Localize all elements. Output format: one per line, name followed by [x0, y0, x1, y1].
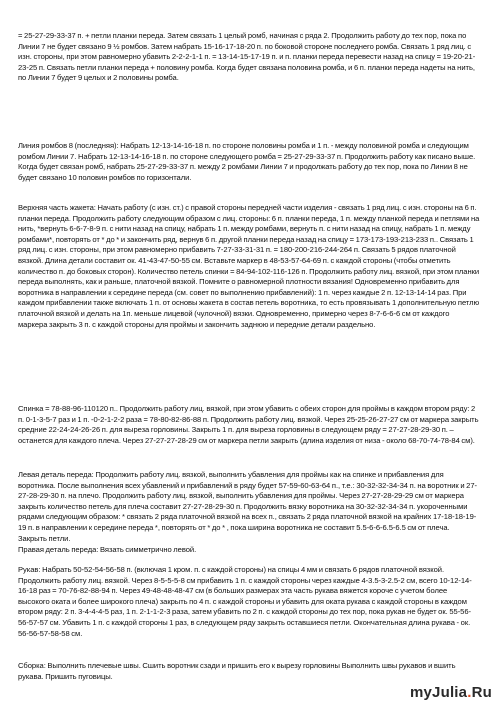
logo-text-2: Ru [471, 684, 492, 701]
paragraph-left-front: Левая деталь переда: Продолжить работу лиц. вязкой, выполнить убавления для проймы как на спинке и прибавления для воротника. После выполнения всех убавлений и прибавлений в ряду будет 57-59-60-63-64 п., т.е.: 30-32-32-34-34 п. на воротник и 27-27-28-29-30 п. на плечо. Продолжить работу лиц. вязкой, выполнить убавления для проймы. Через 27-27-28-29-29 см от маркера закрыть количество петель для плеча составит 27-27-28-29-30 п. Продолжить вязку воротника на 30-32-32-34-34 п. укороченными рядами следующим образом: * связать 2 ряда платочной вязкой на всех п., связать 2 ряда платочной вязкой на крайних 17-18-18-19-19 п. в направлении к середине переда *, повторять от * до * , пока ширина воротника не составит 5.5-6-6-6.5-6.5 см от плеча. Закрыть петли. [18, 470, 478, 543]
site-logo [410, 684, 492, 701]
paragraph-sleeve: Рукав: Набрать 50-52-54-56-58 п. (включая 1 кром. п. с каждой стороны) на спицы 4 мм и связать 6 рядов платочной вязкой. Продолжить работу лиц. вязкой. Через 8-5-5-5-8 см прибавить 1 п. с каждой стороны через каждые 4-3.5-3-2.5-2 см, всего 10-12-14-16-18 раз = 70-76-82-88-94 п. Через 49-48-48-48-47 см (в больших размерах эта часть рукава вяжется короче с учетом более высокого оката и более широкого плеча) закрыть по 4 п. с каждой стороны и убавить для оката рукава с каждой стороны в каждом втором ряду: 2 п. 3-4-4-4-5 раз, 1 п. 2-1-1-2-3 раза, затем убавить по 2 п. с каждой стороны до тех пор, пока рукав не будет ок. 55-56-56-57-57 см. Убавить 1 п. с каждой стороны 1 раз, в следующем ряду закрыть оставшиеся петли. Окончательная длина рукава - ок. 56-56-57-58-58 см. [18, 565, 472, 638]
logo-dot: . [467, 684, 472, 701]
paragraph-assembly: Сборка: Выполнить плечевые швы. Сшить воротник сзади и пришить его к вырезу горловины Выполнить швы рукавов и вшить рукава. Пришить пуговицы. [18, 661, 456, 681]
paragraph-rhombus-line-7: = 25-27-29-33-37 п. + петли планки переда. Затем связать 1 целый ромб, начиная с ряда 2. Продолжить работу до тех пор, пока по Линии 7 не будет связано 9 ½ ромбов. Затем набрать 15-16-17-18-20 п. по боковой стороне последнего ромба. Связать 1 ряд лиц. с изн. стороны, при этом равномерно убавить 2-2-2-1-1 п. = 13-14-15-17-19 п. и п. планки переда перевести назад на спицу = 19-20-21-23-25 п. Связать петли планки переда + половину ромба. Когда будет связана половина ромба, и 6 п. планки переда надеты на нить, по Линии 7 будет 9 целых и 2 половины ромба. [18, 31, 476, 83]
logo-text-1: myJulia [409, 684, 468, 701]
paragraph-back: Спинка = 78-88-96-110120 п.. Продолжить работу лиц. вязкой, при этом убавить с обеих сторон для проймы в каждом втором ряду: 2 п. 0-1-3-5-7 раз и 1 п. -0-2-1-2-2 раза = 78-80-82-86-88 п. Продолжить работу лиц. вязкой. Через 25-25-26-27-27 см от маркера закрыть средние 22-24-24-26-26 п. для выреза горловины. Закрыть 1 п. для выреза горловины в следующем ряду = 27-27-28-29-30 п. – останется для каждого плеча. Через 27-27-27-28-29 см от маркера петли закрыть (длина изделия от низа - около 68-70-74-78-84 см). [18, 404, 479, 445]
paragraph-upper-part: Верхняя часть жакета: Начать работу (с изн. ст.) с правой стороны передней части изделия - связать 1 ряд лиц. с изн. стороны на 6 п. планки переда. Продолжить работу следующим образом с лиц. стороны: 6 п. планки переда, 1 п. между планкой переда и петлями на нить, *вернуть 6-6-7-8-9 п. с нити назад на спицу, набрать 1 п. между ромбами, вернуть п. с нити назад на спицу, набрать 1 п. между ромбами*, повторять от * до * и закончить ряд, вернув 6 п. другой планки переда назад на спицу = 173-173-193-213-233 п.. Связать 1 ряд лиц. с изн. стороны, при этом равномерно прибавить 7-27-33-31-31 п. = 180-200-216-244-264 п. Связать 5 рядов платочной вязкой. Длина детали составит ок. 41-43-47-50-55 см. Вставьте маркер в 48-53-57-64-69 п. с каждой стороны (чтобы отметить количество п. до боковых сторон). Количество петель спинки = 84-94-102-116-126 п. Продолжить работу лиц. вязкой, при этом планки переда выполнять, как и раньше, платочной вязкой. Помните о равномерной плотности вязания! Одновременно прибавить для воротника в направлении к середине переда (см. совет по выполнению прибавлений): 1 п. через каждые 2 п. 12-13-14-14 раз. При каждом прибавлении также включать 1 п. от основы жакета в состав петель воротника, то есть провязывать 1 дополнительную петлю платочной вязкой и делать на 1п. меньше лицевой (чулочной) вязки. Одновременно, примерно через 8-7-6-6-6 см от каждого маркера закрыть 3 п. с каждой стороны для проймы и закончить заднюю и передние детали раздельно. [18, 203, 480, 329]
paragraph-right-front: Правая деталь переда: Вязать симметрично левой. [18, 545, 197, 554]
paragraph-rhombus-line-8: Линия ромбов 8 (последняя): Набрать 12-13-14-16-18 п. по стороне половины ромба и 1 п. - между половиной ромба и следующим ромбом Линии 7. Набрать 12-13-14-16-18 п. по стороне следующего ромба = 25-27-29-33-37 п. Продолжить работу как писано выше. Когда будет связан ромб, набрать 25-27-29-33-37 п. между 2 ромбами Линии 7 и продолжать работу до тех пор, пока по Линии 8 не будет связано 10 половин ромбов по горизонтали. [18, 141, 476, 182]
